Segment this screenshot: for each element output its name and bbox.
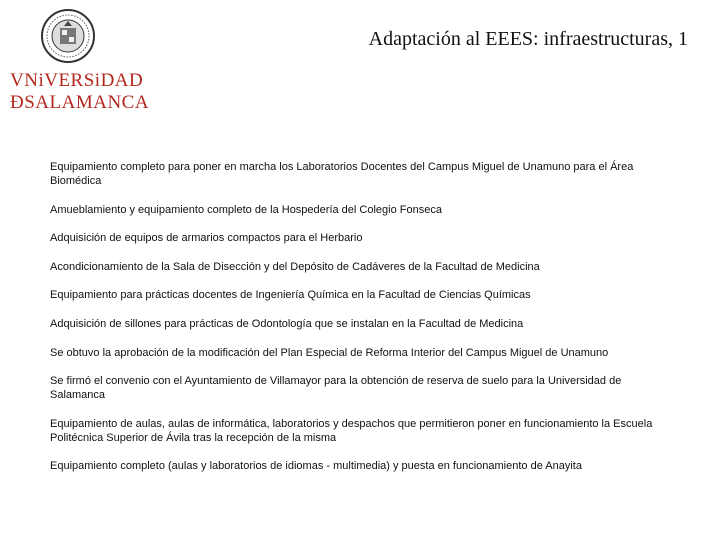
list-item: Equipamiento completo (aulas y laboratorios de idiomas - multimedia) y puesta en funcionamiento de Anayita bbox=[50, 460, 582, 473]
list-item: Equipamiento de aulas, aulas de informática, laboratorios y despachos que permitieron poner en funcionamiento la Escuela Politécnica Superior de Ávila tras la recepción de la misma bbox=[50, 417, 653, 444]
infrastructure-list bbox=[50, 160, 660, 488]
list-item: Adquisición de equipos de armarios compactos para el Herbario bbox=[50, 232, 363, 245]
list-item: Equipamiento para prácticas docentes de Ingeniería Química en la Facultad de Ciencias Químicas bbox=[50, 289, 531, 302]
slide-title: Adaptación al EEES: infraestructuras, 1 bbox=[368, 28, 688, 50]
logo-text-line2: ÐSALAMANCA bbox=[10, 92, 150, 113]
list-item: Adquisición de sillones para prácticas de Odontología que se instalan en la Facultad de Medicina bbox=[50, 317, 524, 330]
list-item: Se obtuvo la aprobación de la modificación del Plan Especial de Reforma Interior del Campus Miguel de Unamuno bbox=[50, 346, 609, 359]
list-item: Acondicionamiento de la Sala de Disección y del Depósito de Cadáveres de la Facultad de Medicina bbox=[50, 260, 540, 273]
list-item: Se firmó el convenio con el Ayuntamiento de Villamayor para la obtención de reserva de suelo para la Universidad de Salamanca bbox=[50, 375, 622, 402]
list-item: Equipamiento completo para poner en marcha los Laboratorios Docentes del Campus Miguel de Unamuno para el Área Biomédica bbox=[50, 161, 634, 187]
list-item: Amueblamiento y equipamiento completo de la Hospedería del Colegio Fonseca bbox=[50, 203, 442, 216]
logo-text-line1: VNiVERSiDAD bbox=[10, 70, 144, 91]
university-seal-icon bbox=[40, 8, 96, 64]
